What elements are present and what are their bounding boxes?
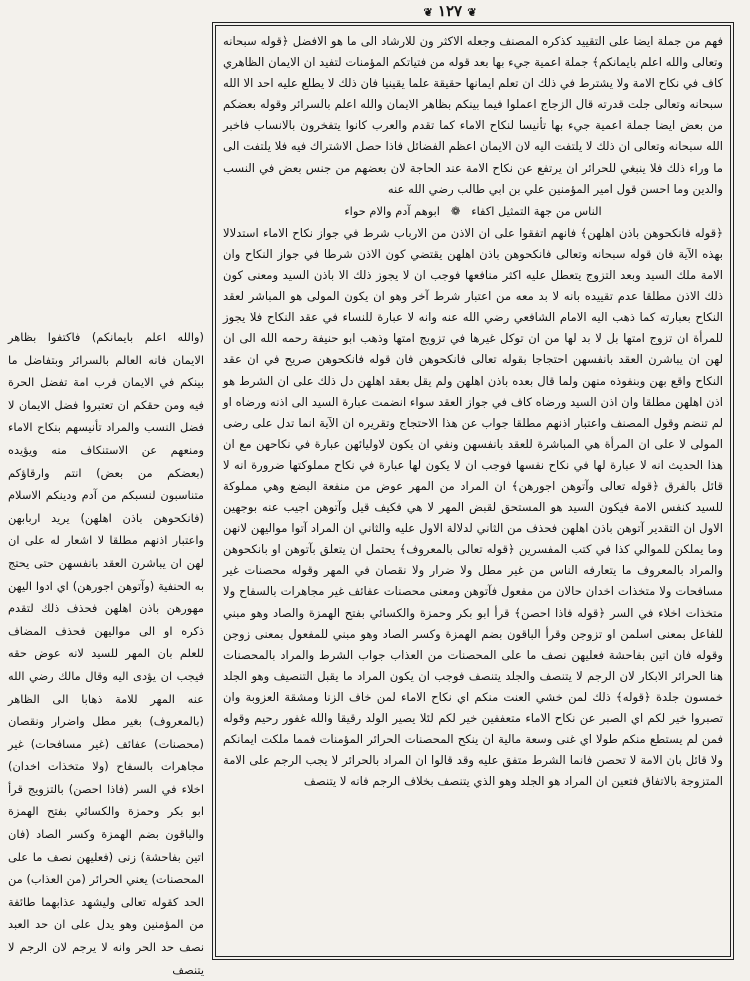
main-paragraph-1: فهم من جملة ايضا على التقييد كذكره المصنف وجعله الاكثر ون للارشاد الى ما هو الافضل ﴿قوله سبحانه وتعالى والله اعلم بايمانكم﴾ جملة اعمية جيء بها بعد قوله من فتياتكم المؤمنات لتفيد ان الايمان الظاهري كاف في نكاح الامة ولا يشترط في ذلك ان تعلم ايمانها حقيقة علما يقينيا فان ذلك لا يطلع عليه احد الا الله سبحانه وتعالى جلت قدرته قال الزجاج اعملوا فيما بينكم بظاهر الايمان والله اعلم بالسرائر وقوله بعضكم من بعض ايضا جملة اعمية جيء بها تأنيسا لنكاح الاماء كما تقدم والعرب كانوا يتفخرون بالانساب فاخبر الله سبحانه وتعالى ان ذلك لا يلتفت اليه لان الايمان اعظم الفضائل فاذا حصل الاشتراك فيه فلا يلتفت الى ما وراء ذلك فلا ينبغي للحرائر ان يرتفع عن نكاح الامة عند الحاجة لان بعضهم من جنس بعض في النسب والدين وما احسن قول امير المؤمنين علي بن ابي طالب رضي الله عنه: [223, 34, 723, 196]
verse-hemistich-2: ابوهم آدم والام حواء: [344, 203, 440, 218]
ornament-icon: ❦: [467, 6, 477, 19]
verse-line: الناس من جهة التمثيل اكفاء ❁ ابوهم آدم والام حواء: [344, 203, 602, 218]
main-commentary-frame: [212, 22, 734, 960]
verse-hemistich-1: الناس من جهة التمثيل اكفاء: [471, 203, 602, 218]
page-number-value: ١٢٧: [437, 2, 463, 20]
main-paragraph-2: ﴿قوله فانكحوهن باذن اهلهن﴾ فانهم اتفقوا على ان الاذن من الارباب شرط في جواز نكاح الاماء استدلالا بهذه الآية فان قوله سبحانه وتعالى فانكحوهن باذن اهلهن يقتضي كون الاذن شرطا في جواز النكاح وان الامة ملك السيد وبعد التزوج يتعطل عليه اكثر منافعها فوجب ان لا يجوز ذلك الا باذن السيد ومعنى كون ذلك الاذن مطلقا عدم تقييده بانه لا بد معه من اعتبار شرط آخر وهو ان يكون المولى هو المباشر لعقد النكاح بعبارته كما ذهب اليه الامام الشافعي رضي الله عنه وانه لا عبارة للنساء في عقد النكاح فلا يجوز للمرأة ان تزوج امتها بل لا بد لها من ان توكل غيرها في تزويج امتها وذهب ابو حنيفة رحمه الله الى ان لهن ان يباشرن العقد بانفسهن احتجاجا بقوله تعالى فانكحوهن فان قوله فانكحوهن صريح في ان عقد النكاح واقع بهن وبنفوذه منهن ولما قال بعده باذن اهلهن ولم يقل بعقد اهلهن دل ذلك على ان الشرط هو اذن اهلهن مطلقا وان اذن السيد ورضاه كاف في جواز العقد سواء انضمت عبارة السيد الى اذنه ورضاه او لم تنضم وقول المصنف واعتبار اذنهم مطلقا جواب عن هذا الاحتجاج وتقريره ان الآية انما تدل على رضى المولى لا على ان المرأة هي المباشرة للعقد بانفسهن ونفي ان يكون لاوليائهن عبارة في نكاحهن مع ان هذا الحديث انه لا عبارة لها في نكاح نفسها فوجب ان لا يكون لها عبارة في نكاح مملوكتها ضرورة انه لا قائل بالفرق ﴿قوله تعالى وآتوهن اجورهن﴾ ان المراد من المهر عوض من منفعة البضع وهي مملوكة للسيد كنفس الامة فيكون السيد هو المستحق لقبض المهر لا هي فكيف قيل وآتوهن اجيب عنه بوجهين الاول ان التقدير آتوهن باذن اهلهن فحذف من الثاني لدلالة الاول عليه والثاني ان المراد آتوا مواليهن لانهن وما يملكن للموالي كذا في كتب المفسرين ﴿قوله تعالى بالمعروف﴾ يحتمل ان يتعلق بآتوهن او بانكحوهن والمراد بالمعروف ما يتعارفه الناس من غير مطل ولا ضرار ولا نقصان في المهر وقوله محصنات غير مسافحات ولا متخذات اخدان حالان من مفعول فآتوهن ومعنى محصنات عفائف غير مجاهرات بالسفاح ولا متخذات اخلاء في السر ﴿قوله فاذا احصن﴾ قرأ ابو بكر وحمزة والكسائي بفتح الهمزة والصاد وهو مبني للفاعل بمعنى اسلمن او تزوجن وقرأ الباقون بضم الهمزة وكسر الصاد وهو مبني للمفعول بمعنى زوجن وقوله فان اتين بفاحشة فعليهن نصف ما على المحصنات من العذاب جواب الشرط والمراد بالمحصنات هنا الحرائر الابكار لان الرجم لا يتنصف والجلد يتنصف فوجب ان يكون المراد ما يقبل التنصيف وهو الجلد خمسون جلدة ﴿قوله﴾ ذلك لمن خشي العنت منكم اي نكاح الاماء لمن خاف الزنا ومشقة العزوبة وان تصبروا خير لكم اي الصبر عن نكاح الاماء متعففين خير لكم لئلا يصير الولد رقيقا والله غفور رحيم وقوله فمن لم يستطع منكم طولا اي غنى وسعة مالية ان ينكح المحصنات الحرائر المؤمنات فمما ملكت ايمانكم ولا قائل بان الامة لا تحصن فانما الشرط متفق عليه وقد قالوا ان المراد بالحرائر لا يجب الرجم على الامة المتزوجة بالاتفاق فتعين ان المراد هو الجلد وهو الذي يتنصف بخلاف الرجم فانه لا يتنصف: [223, 225, 723, 789]
side-tafsir-column: [8, 326, 204, 981]
main-commentary-text: [223, 31, 723, 792]
ornament-icon: ❦: [423, 6, 433, 19]
side-text: (والله اعلم بايمانكم) فاكتفوا بظاهر الايمان فانه العالم بالسرائر وبتفاضل ما بينكم في الايمان فرب امة تفضل الحرة فيه ومن حقكم ان تعتبروا فضل الايمان لا فضل النسب والمراد تأنيسهم بنكاح الاماء ومنعهم عن الاستنكاف منه ويؤيده (بعضكم من بعض) انتم وارقاؤكم متناسبون لنسبكم من آدم ودينكم الاسلام (فانكحوهن باذن اهلهن) يريد اربابهن واعتبار اذنهم مطلقا لا اشعار له على ان لهن ان يباشرن العقد بانفسهن حتى يحتج به الحنفية (وآتوهن اجورهن) اي ادوا اليهن مهورهن باذن اهلهن فحذف ذلك لتقدم ذكره او الى مواليهن فحذف المضاف للعلم بان المهر للسيد لانه عوض حقه فيجب ان يؤدى اليه وقال مالك رضي الله عنه المهر للامة ذهابا الى الظاهر (بالمعروف) بغير مطل واضرار ونقصان (محصنات) عفائف (غير مسافحات) غير مجاهرات بالسفاح (ولا متخذات اخدان) اخلاء في السر (فاذا احصن) بالتزويج قرأ ابو بكر وحمزة والكسائي بفتح الهمزة والباقون بضم الهمزة وكسر الصاد (فان اتين بفاحشة) زنى (فعليهن نصف ما على المحصنات) يعني الحرائر (من العذاب) من الحد كقوله تعالى وليشهد عذابهما طائفة من المؤمنين وهو يدل على ان حد العبد نصف حد الحر وانه لا يرجم لان الرجم لا يتنصف: [8, 330, 204, 977]
page-number: [395, 0, 505, 22]
